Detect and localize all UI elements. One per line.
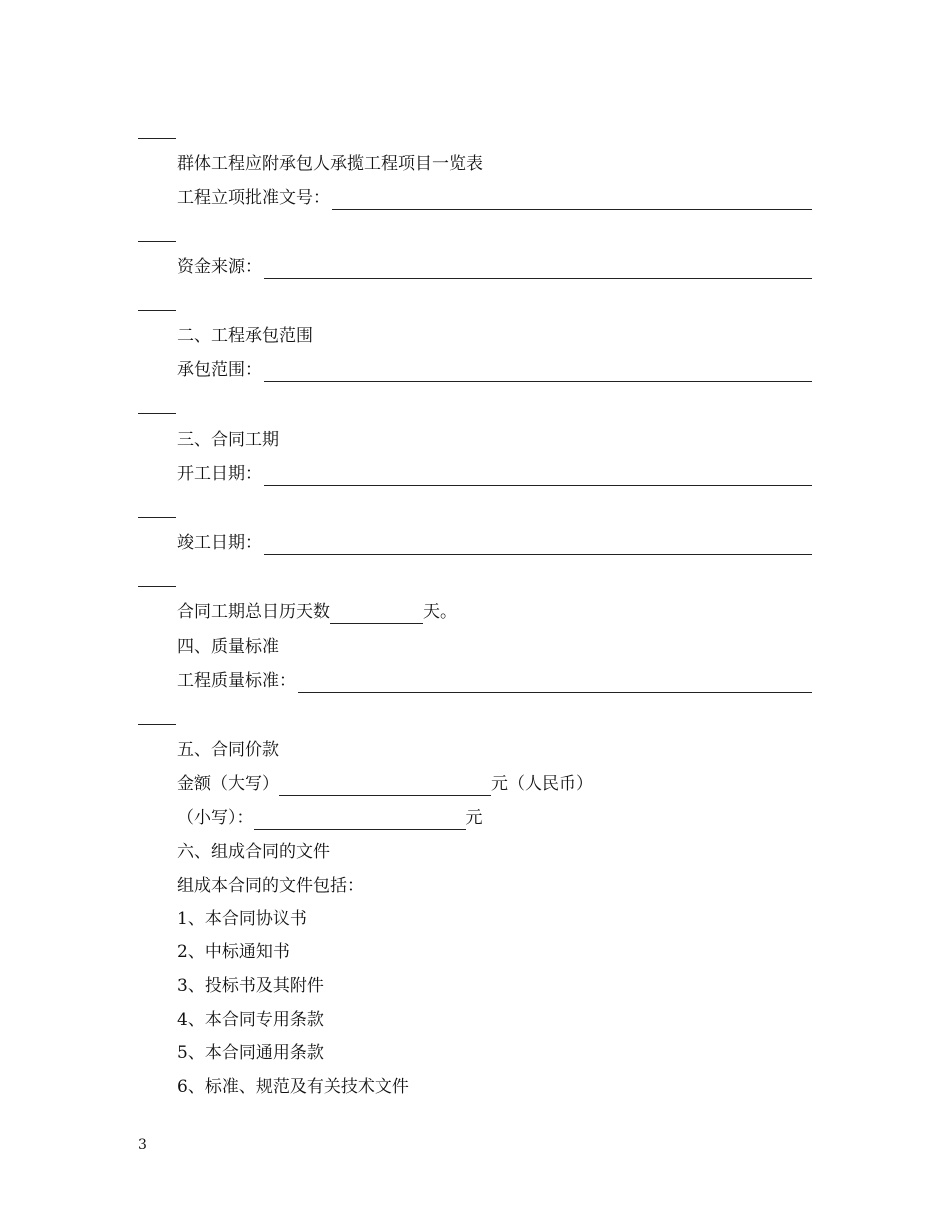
section-4-title: 四、质量标准 [177, 637, 279, 657]
section-2-title: 二、工程承包范围 [177, 326, 313, 346]
total-days-row [177, 600, 457, 624]
amount-upper-blank[interactable] [279, 778, 491, 796]
continuation-line [138, 310, 176, 311]
document-list-item: 1、本合同协议书 [177, 909, 307, 929]
scope-label: 承包范围： [177, 360, 262, 380]
end-date-blank[interactable] [264, 537, 812, 555]
amount-lower-blank[interactable] [254, 812, 466, 830]
approval-number-blank[interactable] [332, 192, 812, 210]
amount-upper-unit: 元（人民币） [491, 774, 593, 794]
end-date-label: 竣工日期： [177, 533, 262, 553]
approval-number-label: 工程立项批准文号： [177, 188, 330, 208]
continuation-line [138, 138, 176, 139]
total-days-blank[interactable] [330, 606, 423, 624]
continuation-line [138, 586, 176, 587]
document-list-item: 3、投标书及其附件 [177, 976, 324, 996]
continuation-line [138, 241, 176, 242]
total-days-label: 合同工期总日历天数 [177, 602, 330, 622]
quality-blank[interactable] [298, 675, 812, 693]
scope-blank[interactable] [264, 364, 812, 382]
amount-upper-row [177, 772, 593, 796]
end-date-row [177, 531, 812, 555]
funding-source-label: 资金来源： [177, 257, 262, 277]
document-list-item: 4、本合同专用条款 [177, 1010, 324, 1030]
amount-lower-label: （小写）： [177, 808, 254, 828]
continuation-line [138, 724, 176, 725]
continuation-line [138, 517, 176, 518]
section-6-title: 六、组成合同的文件 [177, 842, 330, 862]
document-list-item: 2、中标通知书 [177, 942, 290, 962]
page-number: 3 [138, 1137, 147, 1153]
documents-intro: 组成本合同的文件包括： [177, 876, 364, 896]
funding-source-blank[interactable] [264, 261, 812, 279]
continuation-line [138, 413, 176, 414]
approval-number-row [177, 186, 812, 210]
start-date-row [177, 462, 812, 486]
document-list-item: 5、本合同通用条款 [177, 1043, 324, 1063]
start-date-blank[interactable] [264, 468, 812, 486]
amount-lower-row [177, 806, 483, 830]
start-date-label: 开工日期： [177, 464, 262, 484]
quality-row [177, 669, 812, 693]
document-list-item: 6、标准、规范及有关技术文件 [177, 1077, 409, 1097]
quality-label: 工程质量标准： [177, 671, 296, 691]
section-3-title: 三、合同工期 [177, 430, 279, 450]
section-5-title: 五、合同价款 [177, 740, 279, 760]
total-days-unit: 天。 [423, 602, 457, 622]
funding-source-row [177, 255, 812, 279]
scope-row [177, 358, 812, 382]
amount-upper-label: 金额（大写） [177, 774, 279, 794]
appendix-title: 群体工程应附承包人承揽工程项目一览表 [177, 154, 483, 174]
amount-lower-unit: 元 [465, 808, 483, 828]
